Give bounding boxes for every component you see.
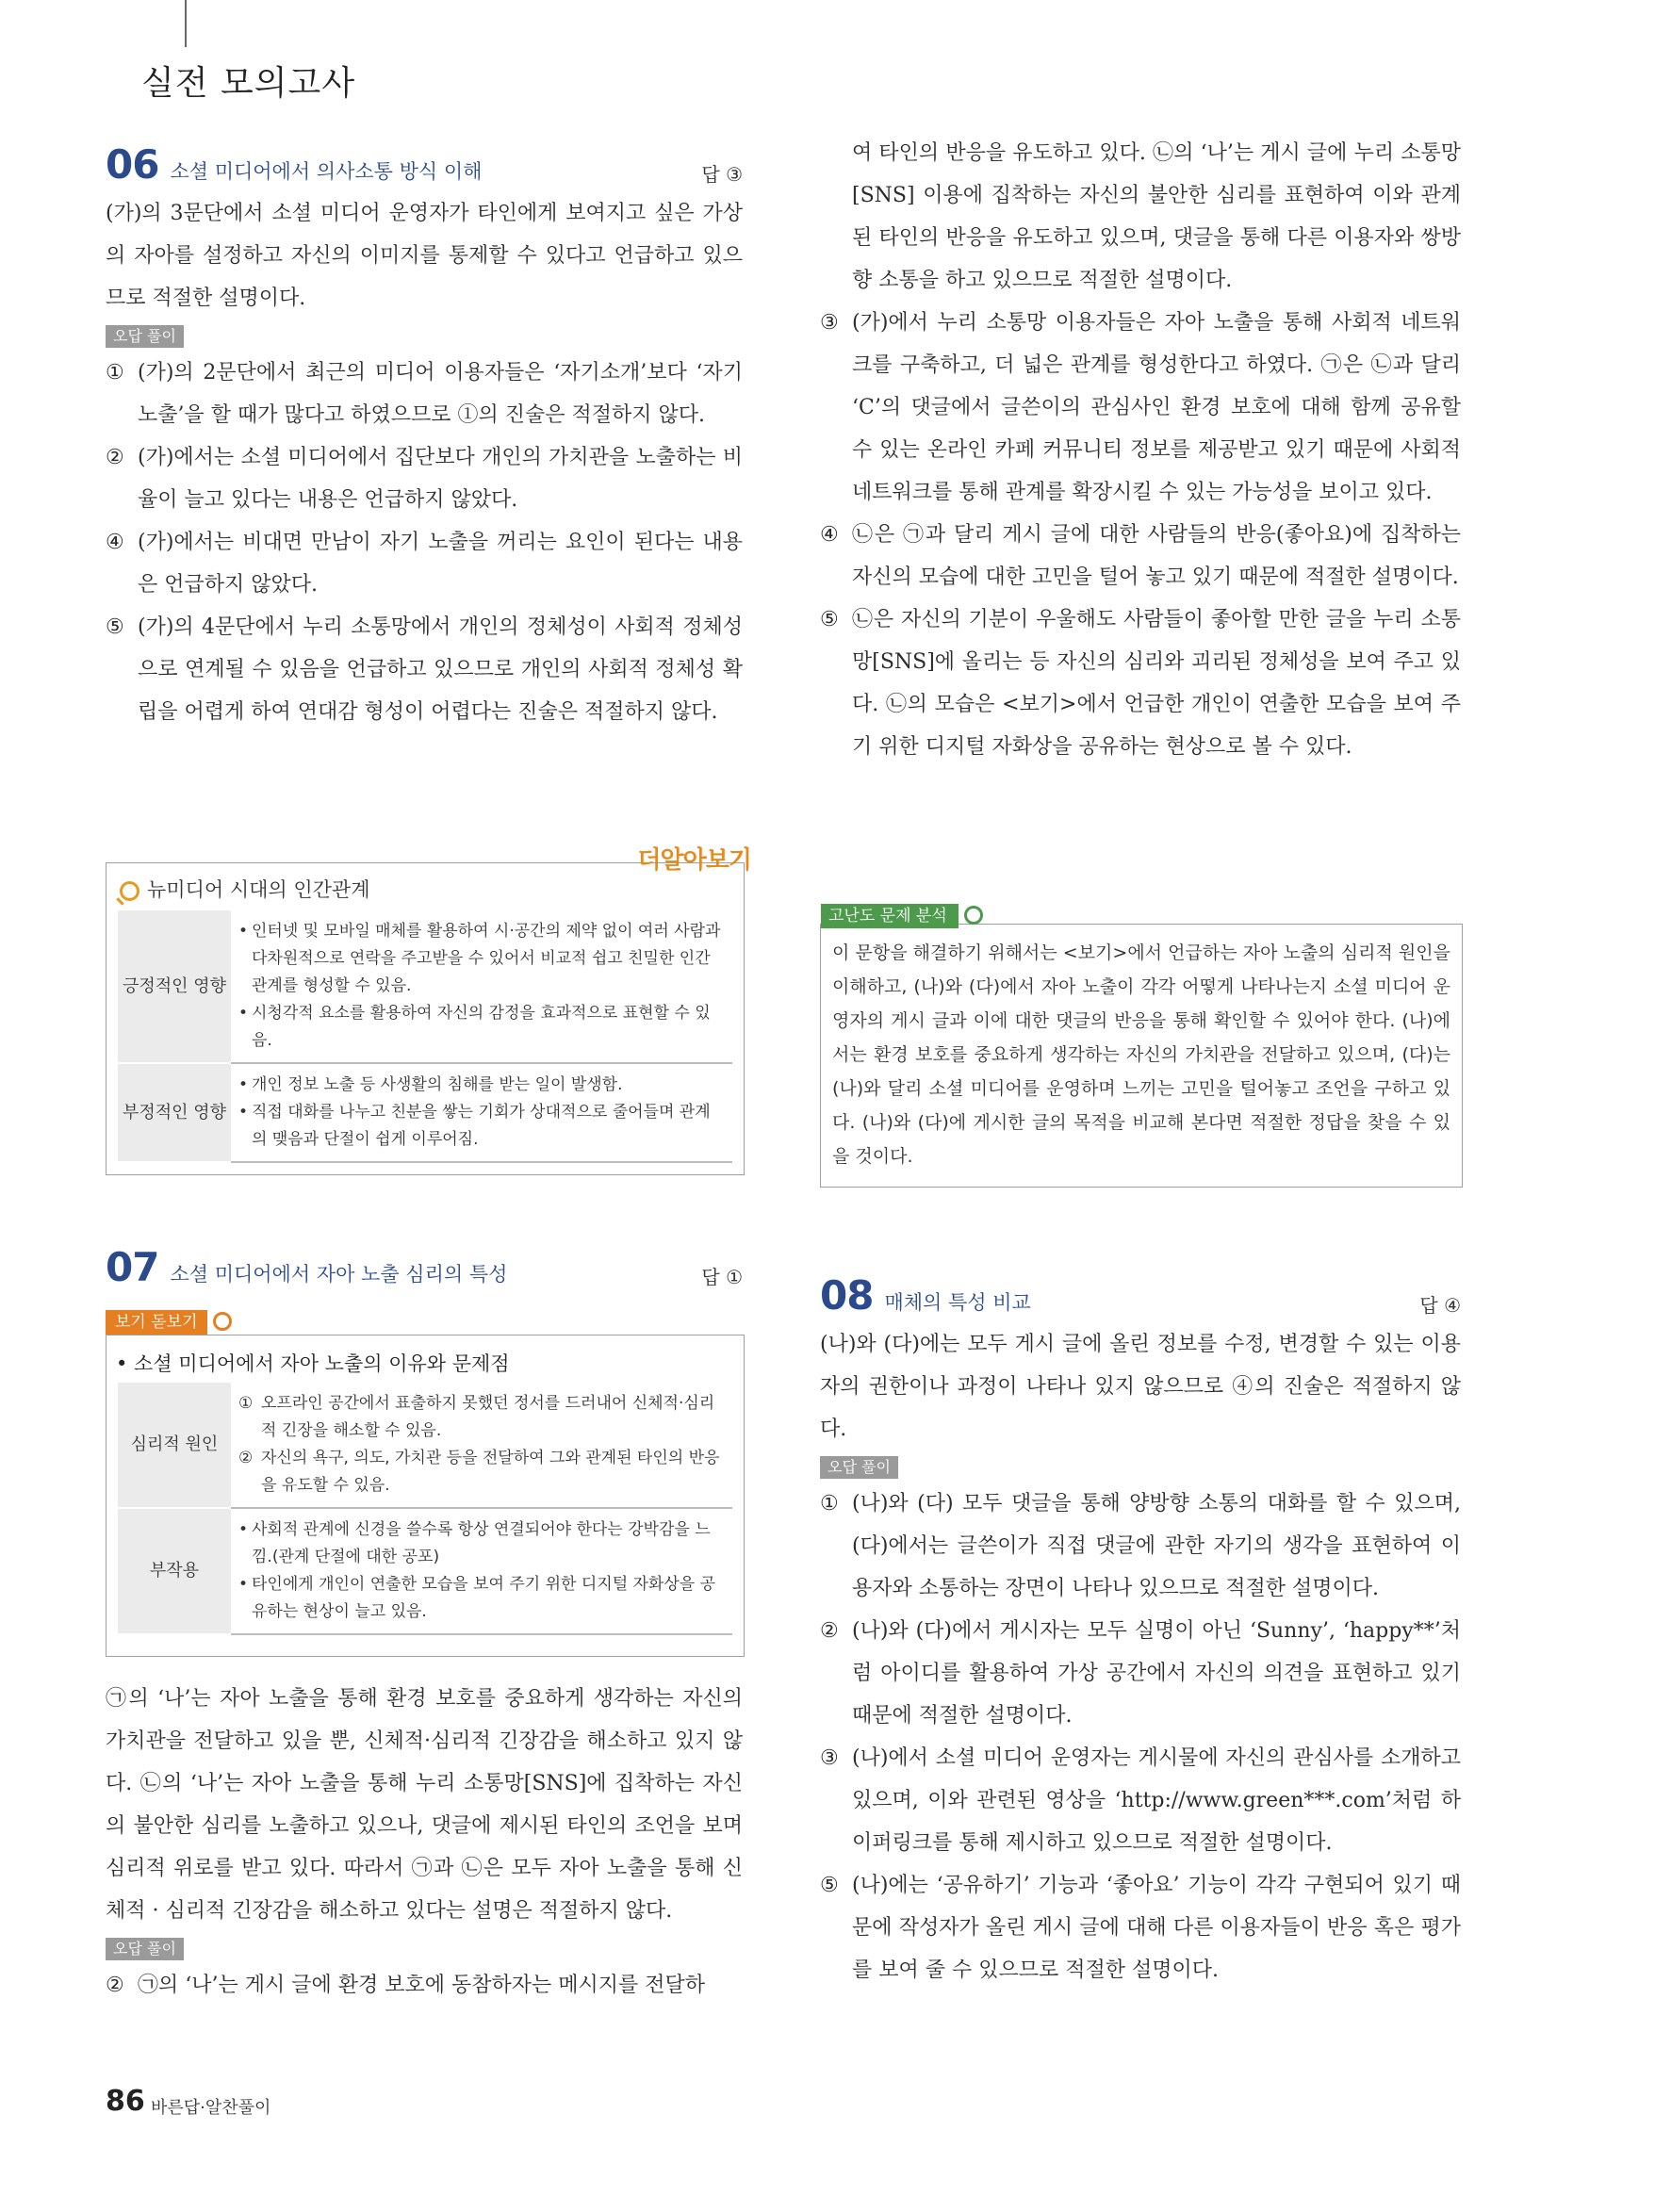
row-head: 긍정적인 영향 <box>118 910 231 1063</box>
bullet-text: 시청각적 요소를 활용하여 자신의 감정을 효과적으로 표현할 수 있음. <box>252 1004 711 1050</box>
option-mark: ② <box>106 446 124 469</box>
question-07 <box>106 1244 743 1295</box>
question-title: 매체의 특성 비교 <box>884 1291 1031 1314</box>
hard-analysis-label: 고난도 문제 분석 <box>828 907 947 926</box>
magnifier-icon <box>120 881 139 901</box>
magnifier-icon <box>213 1312 232 1331</box>
question-title: 소셜 미디어에서 의사소통 방식 이해 <box>170 160 483 183</box>
bogi-tag-wrap <box>106 1310 207 1335</box>
magnifier-icon <box>964 906 983 925</box>
item-text: 사회적 관계에 신경을 쓸수록 항상 연결되어야 한다는 강박감을 느낌.(관계 단절에 대한 공포) <box>252 1520 711 1566</box>
option-item <box>106 352 743 436</box>
row-head: 부정적인 영향 <box>118 1063 231 1162</box>
question-number: 06 <box>106 141 159 188</box>
header-rule <box>185 0 187 47</box>
learn-more-box <box>106 846 751 1175</box>
option-mark: ② <box>106 1974 124 1997</box>
option-mark: ④ <box>106 531 124 554</box>
row-head: 부작용 <box>118 1508 231 1634</box>
option-text: (나)와 (다)에서 게시자는 모두 실명이 아닌 ‘Sunny’, ‘happy**’처럼 아이디를 활용하여 가상 공간에서 자신의 의견을 표현하고 있기 때문에 적절한 설명이다. <box>852 1619 1461 1728</box>
item-text: 타인에게 개인이 연출한 모습을 보여 주기 위한 디지털 자화상을 공유하는 현상이 늘고 있음. <box>252 1575 716 1621</box>
option-text: (나)와 (다) 모두 댓글을 통해 양방향 소통의 대화를 할 수 있으며, (다)에서는 글쓴이가 직접 댓글에 관한 자기의 생각을 표현하여 이용자와 소통하는 장면이 나타나 있으므로 적절한 설명이다. <box>852 1492 1461 1600</box>
option-text: (나)에는 ‘공유하기’ 기능과 ‘좋아요’ 기능이 각각 구현되어 있기 때문에 작성자가 올린 게시 글에 대해 다른 이용자들이 반응 혹은 평가를 보여 줄 수 있으므로 적절한 설명이다. <box>852 1874 1461 1982</box>
item-mark: • <box>238 1520 249 1539</box>
bogi-tag-label: 보기 돋보기 <box>115 1313 198 1332</box>
option-mark: ⑤ <box>106 615 124 639</box>
option-text: ㉡은 ㉠과 달리 게시 글에 대한 사람들의 반응(좋아요)에 집착하는 자신의 모습에 대한 고민을 털어 놓고 있기 때문에 적절한 설명이다. <box>852 523 1461 589</box>
wrong-answer-tag: 오답 풀이 <box>106 1938 184 1960</box>
answer-label: 답 ④ <box>1419 1294 1461 1317</box>
option-item <box>820 1864 1461 1991</box>
item-mark: ② <box>238 1449 254 1467</box>
option-item <box>106 436 743 521</box>
wrong-answer-tag: 오답 풀이 <box>820 1456 898 1479</box>
question-number: 07 <box>106 1244 159 1290</box>
option-mark: ③ <box>820 311 839 335</box>
question-08-header <box>820 1272 1461 1323</box>
option-item <box>106 1964 743 2007</box>
row-body <box>231 1508 732 1634</box>
option-text: (가)에서 누리 소통망 이용자들은 자아 노출을 통해 사회적 네트워크를 구축하고, 더 넓은 관계를 형성한다고 하였다. ㉠은 ㉡과 달리 ‘C’의 댓글에서 글쓴이의 관심사인 환경 보호에 대해 함께 공유할 수 있는 온라인 카페 커뮤니티 정보를 제공받고 있기 때문에 사회적 네트워크를 통해 관계를 확장시킬 수 있는 가능성을 보이고 있다. <box>852 311 1461 504</box>
option-item <box>820 302 1461 514</box>
bogi-table <box>118 1383 732 1635</box>
explanation: (가)의 3문단에서 소셜 미디어 운영자가 타인에게 보여지고 싶은 가상의 자아를 설정하고 자신의 이미지를 통제할 수 있다고 언급하고 있으므로 적절한 설명이다. <box>106 202 743 310</box>
learn-more-title: 뉴미디어 시대의 인간관계 <box>147 878 370 901</box>
option-text: (가)에서는 비대면 만남이 자기 노출을 꺼리는 요인이 된다는 내용은 언급하지 않았다. <box>138 531 743 597</box>
wrong-answer-tag: 오답 풀이 <box>106 325 184 348</box>
hard-analysis-text: 이 문항을 해결하기 위해서는 <보기>에서 언급하는 자아 노출의 심리적 원인을 이해하고, (나)와 (다)에서 자아 노출이 각각 어떻게 나타나는지 소셜 미디어 운영자의 게시 글과 이에 대한 댓글의 반응을 통해 확인할 수 있어야 한다. (나)에서는 환경 보호를 중요하게 생각하는 자신의 가치관을 전달하고 있으며, (다)는 (나)와 달리 소셜 미디어를 운영하며 느끼는 고민을 털어놓고 조언을 구하고 있다. (나)와 (다)에 게시한 글의 목적을 비교해 본다면 적절한 정답을 찾을 수 있을 것이다. <box>832 942 1450 1167</box>
option-mark: ⑤ <box>820 1874 839 1897</box>
option-mark: ⑤ <box>820 608 839 631</box>
page-title: 실전 모의고사 <box>141 64 356 103</box>
option-mark: ① <box>106 361 124 385</box>
option-item <box>820 1610 1461 1737</box>
option-text: (가)의 4문단에서 누리 소통망에서 개인의 정체성이 사회적 정체성으로 연계될 수 있음을 언급하고 있으므로 개인의 사회적 정체성 확립을 어렵게 하여 연대감 형성이 어렵다는 진술은 적절하지 않다. <box>138 615 743 724</box>
question-08 <box>820 1272 1461 1991</box>
row-body <box>231 1383 732 1508</box>
option-text: ㉡은 자신의 기분이 우울해도 사람들이 좋아할 만한 글을 누리 소통망[SNS]에 올리는 등 자신의 심리와 괴리된 정체성을 보여 주고 있다. ㉡의 모습은 <보기>에서 언급한 개인이 연출한 모습을 보여 주기 위한 디지털 자화상을 공유하는 현상으로 볼 수 있다. <box>852 608 1461 759</box>
option-mark: ③ <box>820 1746 839 1770</box>
question-number: 08 <box>820 1272 874 1319</box>
option-item <box>820 1737 1461 1864</box>
item-text: 자신의 욕구, 의도, 가치관 등을 전달하여 그와 관계된 타인의 반응을 유도할 수 있음. <box>261 1449 720 1495</box>
option-item <box>106 606 743 733</box>
option-text: ㉠의 ‘나’는 게시 글에 환경 보호에 동참하자는 메시지를 전달하 <box>138 1974 705 1997</box>
bullet-text: 직접 대화를 나누고 친분을 쌓는 기회가 상대적으로 줄어들며 관계의 맺음과 단절이 쉽게 이루어짐. <box>252 1103 711 1149</box>
item-mark: • <box>238 1575 249 1594</box>
continued-text: 여 타인의 반응을 유도하고 있다. ㉡의 ‘나’는 게시 글에 누리 소통망[SNS] 이용에 집착하는 자신의 불안한 심리를 표현하여 이와 관계된 타인의 반응을 유도하고 있으며, 댓글을 통해 다른 이용자와 쌍방향 소통을 하고 있으므로 적절한 설명이다. <box>852 141 1461 292</box>
option-item <box>106 521 743 606</box>
option-text: (가)의 2문단에서 최근의 미디어 이용자들은 ‘자기소개’보다 ‘자기 노출’을 할 때가 많다고 하였으므로 ①의 진술은 적절하지 않다. <box>138 361 743 427</box>
row-body: • 인터넷 및 모바일 매체를 활용하여 시·공간의 제약 없이 여러 사람과 다차원적으로 연락을 주고받을 수 있어서 비교적 쉽고 친밀한 인간관계를 형성할 수 있음. • 시청각적 요소를 활용하여 자신의 감정을 효과적으로 표현할 수 있음. <box>231 910 732 1063</box>
explanation: ㉠의 ‘나’는 자아 노출을 통해 환경 보호를 중요하게 생각하는 자신의 가치관을 전달하고 있을 뿐, 신체적·심리적 긴장감을 해소하고 있지 않다. ㉡의 ‘나’는 자아 노출을 통해 누리 소통망[SNS]에 집착하는 자신의 불안한 심리를 노출하고 있으나, 댓글에 제시된 타인의 조언을 보며 심리적 위로를 받고 있다. 따라서 ㉠과 ㉡은 모두 자아 노출을 통해 신체적 · 심리적 긴장감을 해소하고 있다는 설명은 적절하지 않다. <box>106 1687 743 1923</box>
question-06-continued <box>820 132 1461 768</box>
bogi-title: • 소셜 미디어에서 자아 노출의 이유와 문제점 <box>116 1352 510 1375</box>
option-mark: ② <box>820 1619 839 1643</box>
option-item <box>820 1483 1461 1610</box>
hard-analysis-box <box>820 907 1463 1188</box>
question-title: 소셜 미디어에서 자아 노출 심리의 특성 <box>170 1263 508 1286</box>
item-mark: ① <box>238 1394 254 1413</box>
question-07-header <box>106 1244 743 1295</box>
hard-analysis-tag <box>821 904 959 928</box>
footer-label: 바른답·알찬풀이 <box>151 2098 271 2118</box>
row-body: • 개인 정보 노출 등 사생활의 침해를 받는 일이 발생함. • 직접 대화를 나누고 친분을 쌓는 기회가 상대적으로 줄어들며 관계의 맺음과 단절이 쉽게 이루어짐. <box>231 1063 732 1162</box>
option-mark: ④ <box>820 523 839 547</box>
option-item <box>820 598 1461 768</box>
bullet-text: 인터넷 및 모바일 매체를 활용하여 시·공간의 제약 없이 여러 사람과 다차원적으로 연락을 주고받을 수 있어서 비교적 쉽고 친밀한 인간관계를 형성할 수 있음. <box>252 922 721 995</box>
option-text: (나)에서 소셜 미디어 운영자는 게시물에 자신의 관심사를 소개하고 있으며, 이와 관련된 영상을 ‘http://www.green***.com’처럼 하이퍼링크를 통해 제시하고 있으므로 적절한 설명이다. <box>852 1746 1461 1855</box>
bogi-box <box>106 1335 745 1657</box>
option-text: (가)에서는 소셜 미디어에서 집단보다 개인의 가치관을 노출하는 비율이 늘고 있다는 내용은 언급하지 않았다. <box>138 446 743 512</box>
learn-more-table <box>118 910 732 1163</box>
bullet-text: 개인 정보 노출 등 사생활의 침해를 받는 일이 발생함. <box>252 1075 623 1094</box>
answer-label: 답 ③ <box>701 163 743 186</box>
explanation: (나)와 (다)에는 모두 게시 글에 올린 정보를 수정, 변경할 수 있는 이용자의 권한이나 과정이 나타나 있지 않으므로 ④의 진술은 적절하지 않다. <box>820 1333 1461 1441</box>
item-text: 오프라인 공간에서 표출하지 못했던 정서를 드러내어 신체적·심리적 긴장을 해소할 수 있음. <box>261 1394 715 1440</box>
bogi-tag <box>106 1310 207 1335</box>
learn-more-badge: 더알아보기 <box>637 846 751 875</box>
answer-label: 답 ① <box>701 1266 743 1288</box>
row-head: 심리적 원인 <box>118 1383 231 1508</box>
option-item <box>820 514 1461 598</box>
page-number: 86 <box>106 2085 145 2118</box>
option-mark: ① <box>820 1492 839 1516</box>
question-07-body <box>106 1678 743 2007</box>
question-06-header <box>106 141 743 192</box>
question-06 <box>106 141 743 733</box>
